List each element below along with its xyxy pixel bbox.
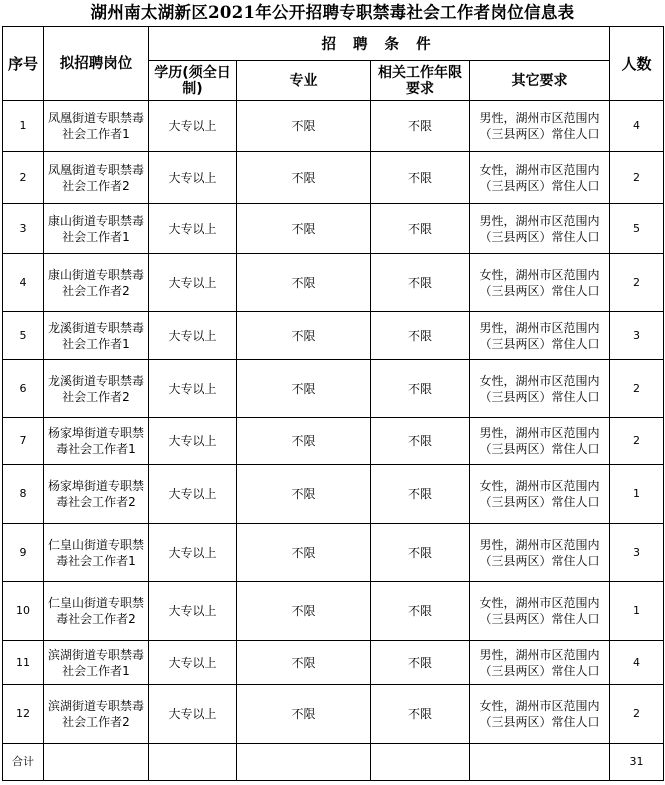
seq-cell: 2	[3, 152, 44, 204]
count-cell: 2	[610, 360, 664, 418]
post-cell: 康山街道专职禁毒社会工作者2	[44, 254, 149, 312]
page-title: 湖州南太湖新区2021年公开招聘专职禁毒社会工作者岗位信息表	[90, 3, 575, 22]
other-cell: 女性，湖州市区范围内（三县两区）常住人口	[470, 582, 610, 641]
table-row	[3, 582, 664, 641]
table-row	[3, 465, 664, 524]
experience-cell: 不限	[371, 254, 470, 312]
experience-cell: 不限	[371, 101, 470, 152]
header-other: 其它要求	[470, 61, 610, 101]
other-cell: 女性，湖州市区范围内（三县两区）常住人口	[470, 360, 610, 418]
empty-cell	[371, 744, 470, 781]
education-cell: 大专以上	[149, 685, 237, 744]
major-cell: 不限	[237, 524, 371, 582]
count-cell: 2	[610, 418, 664, 465]
major-cell: 不限	[237, 465, 371, 524]
education-cell: 大专以上	[149, 312, 237, 360]
total-row	[3, 744, 664, 781]
major-cell: 不限	[237, 360, 371, 418]
experience-cell: 不限	[371, 360, 470, 418]
major-cell: 不限	[237, 152, 371, 204]
post-cell: 凤凰街道专职禁毒社会工作者2	[44, 152, 149, 204]
table-row	[3, 152, 664, 204]
education-cell: 大专以上	[149, 418, 237, 465]
other-cell: 男性，湖州市区范围内（三县两区）常住人口	[470, 641, 610, 685]
positions-table	[2, 26, 664, 781]
post-cell: 凤凰街道专职禁毒社会工作者1	[44, 101, 149, 152]
other-cell: 男性，湖州市区范围内（三县两区）常住人口	[470, 418, 610, 465]
count-cell: 4	[610, 101, 664, 152]
table-row	[3, 101, 664, 152]
experience-cell: 不限	[371, 312, 470, 360]
post-cell: 杨家埠街道专职禁毒社会工作者1	[44, 418, 149, 465]
seq-cell: 3	[3, 204, 44, 254]
education-cell: 大专以上	[149, 641, 237, 685]
major-cell: 不限	[237, 685, 371, 744]
table-row	[3, 360, 664, 418]
count-cell: 2	[610, 152, 664, 204]
seq-cell: 5	[3, 312, 44, 360]
seq-cell: 6	[3, 360, 44, 418]
experience-cell: 不限	[371, 524, 470, 582]
major-cell: 不限	[237, 101, 371, 152]
seq-cell: 9	[3, 524, 44, 582]
empty-cell	[44, 744, 149, 781]
education-cell: 大专以上	[149, 152, 237, 204]
total-count: 31	[610, 744, 664, 781]
table-row	[3, 641, 664, 685]
education-cell: 大专以上	[149, 465, 237, 524]
table-row	[3, 254, 664, 312]
count-cell: 1	[610, 582, 664, 641]
count-cell: 2	[610, 254, 664, 312]
post-cell: 龙溪街道专职禁毒社会工作者2	[44, 360, 149, 418]
post-cell: 杨家埠街道专职禁毒社会工作者2	[44, 465, 149, 524]
experience-cell: 不限	[371, 641, 470, 685]
post-cell: 康山街道专职禁毒社会工作者1	[44, 204, 149, 254]
count-cell: 3	[610, 524, 664, 582]
empty-cell	[470, 744, 610, 781]
major-cell: 不限	[237, 312, 371, 360]
other-cell: 男性，湖州市区范围内（三县两区）常住人口	[470, 101, 610, 152]
header-conditions: 招 聘 条 件	[149, 27, 610, 61]
seq-cell: 11	[3, 641, 44, 685]
empty-cell	[149, 744, 237, 781]
education-cell: 大专以上	[149, 204, 237, 254]
total-label: 合计	[3, 744, 44, 781]
empty-cell	[237, 744, 371, 781]
education-cell: 大专以上	[149, 524, 237, 582]
experience-cell: 不限	[371, 465, 470, 524]
seq-cell: 12	[3, 685, 44, 744]
other-cell: 男性，湖州市区范围内（三县两区）常住人口	[470, 524, 610, 582]
seq-cell: 1	[3, 101, 44, 152]
table-row	[3, 204, 664, 254]
table-row	[3, 418, 664, 465]
header-count: 人数	[610, 27, 664, 101]
experience-cell: 不限	[371, 152, 470, 204]
header-major: 专业	[237, 61, 371, 101]
post-cell: 龙溪街道专职禁毒社会工作者1	[44, 312, 149, 360]
header-education: 学历(须全日制)	[149, 61, 237, 101]
experience-cell: 不限	[371, 582, 470, 641]
major-cell: 不限	[237, 254, 371, 312]
other-cell: 男性，湖州市区范围内（三县两区）常住人口	[470, 204, 610, 254]
major-cell: 不限	[237, 582, 371, 641]
table-row	[3, 312, 664, 360]
count-cell: 1	[610, 465, 664, 524]
post-cell: 仁皇山街道专职禁毒社会工作者1	[44, 524, 149, 582]
count-cell: 2	[610, 685, 664, 744]
count-cell: 3	[610, 312, 664, 360]
header-row-top	[3, 27, 664, 61]
education-cell: 大专以上	[149, 101, 237, 152]
major-cell: 不限	[237, 204, 371, 254]
header-post: 拟招聘岗位	[44, 27, 149, 101]
header-seq: 序号	[3, 27, 44, 101]
other-cell: 女性，湖州市区范围内（三县两区）常住人口	[470, 465, 610, 524]
count-cell: 4	[610, 641, 664, 685]
post-cell: 仁皇山街道专职禁毒社会工作者2	[44, 582, 149, 641]
experience-cell: 不限	[371, 204, 470, 254]
post-cell: 滨湖街道专职禁毒社会工作者1	[44, 641, 149, 685]
major-cell: 不限	[237, 641, 371, 685]
other-cell: 女性，湖州市区范围内（三县两区）常住人口	[470, 685, 610, 744]
seq-cell: 7	[3, 418, 44, 465]
experience-cell: 不限	[371, 685, 470, 744]
header-experience: 相关工作年限要求	[371, 61, 470, 101]
seq-cell: 4	[3, 254, 44, 312]
seq-cell: 8	[3, 465, 44, 524]
other-cell: 女性，湖州市区范围内（三县两区）常住人口	[470, 152, 610, 204]
count-cell: 5	[610, 204, 664, 254]
education-cell: 大专以上	[149, 254, 237, 312]
seq-cell: 10	[3, 582, 44, 641]
experience-cell: 不限	[371, 418, 470, 465]
education-cell: 大专以上	[149, 360, 237, 418]
education-cell: 大专以上	[149, 582, 237, 641]
other-cell: 女性，湖州市区范围内（三县两区）常住人口	[470, 254, 610, 312]
table-row	[3, 685, 664, 744]
table-row	[3, 524, 664, 582]
major-cell: 不限	[237, 418, 371, 465]
post-cell: 滨湖街道专职禁毒社会工作者2	[44, 685, 149, 744]
other-cell: 男性，湖州市区范围内（三县两区）常住人口	[470, 312, 610, 360]
